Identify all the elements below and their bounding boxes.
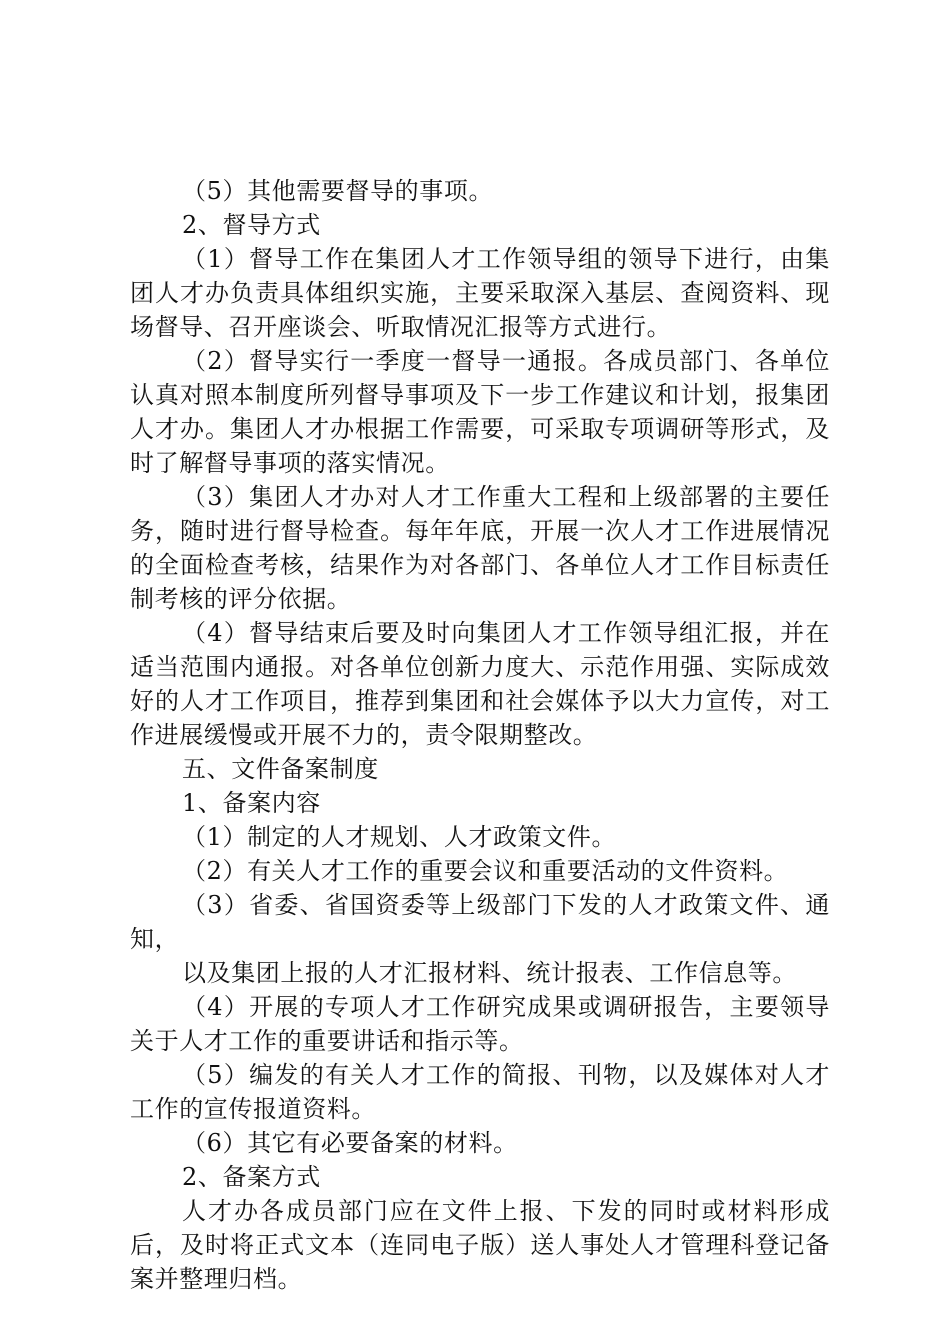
paragraph-filing-item-1: （1）制定的人才规划、人才政策文件。 — [182, 823, 617, 851]
heading-filing-content: 1、备案内容 — [182, 789, 321, 817]
paragraph-method-item-3: （3）集团人才办对人才工作重大工程和上级部署的主要任务，随时进行督导检查。每年年底，开展一次人才工作进展情况的全面检查考核，结果作为对各部门、各单位人才工作目标责任制考核的评分依据。 — [130, 483, 830, 613]
paragraph-filing-item-5: （5）编发的有关人才工作的简报、刊物，以及媒体对人才工作的宣传报道资料。 — [130, 1061, 830, 1123]
paragraph-filing-method-body: 人才办各成员部门应在文件上报、下发的同时或材料形成后，及时将正式文本（连同电子版）送人事处人才管理科登记备案并整理归档。 — [130, 1197, 830, 1293]
paragraph-filing-item-2: （2）有关人才工作的重要会议和重要活动的文件资料。 — [182, 857, 789, 885]
paragraph-filing-item-3-cont: 以及集团上报的人才汇报材料、统计报表、工作信息等。 — [182, 959, 797, 987]
paragraph-method-item-1: （1）督导工作在集团人才工作领导组的领导下进行，由集团人才办负责具体组织实施，主要采取深入基层、查阅资料、现场督导、召开座谈会、听取情况汇报等方式进行。 — [130, 245, 830, 341]
paragraph-filing-item-6: （6）其它有必要备案的材料。 — [182, 1129, 518, 1157]
section-heading-file-filing: 五、文件备案制度 — [182, 755, 379, 783]
paragraph-filing-item-3: （3）省委、省国资委等上级部门下发的人才政策文件、通知， — [130, 891, 830, 953]
paragraph-filing-item-4: （4）开展的专项人才工作研究成果或调研报告，主要领导关于人才工作的重要讲话和指示等。 — [130, 993, 830, 1055]
heading-supervision-method: 2、督导方式 — [182, 211, 321, 239]
paragraph-supervision-item-5: （5）其他需要督导的事项。 — [182, 177, 494, 205]
paragraph-method-item-2: （2）督导实行一季度一督导一通报。各成员部门、各单位认真对照本制度所列督导事项及下一步工作建议和计划，报集团人才办。集团人才办根据工作需要，可采取专项调研等形式，及时了解督导事项的落实情况。 — [130, 347, 830, 477]
paragraph-method-item-4: （4）督导结束后要及时向集团人才工作领导组汇报，并在适当范围内通报。对各单位创新力度大、示范作用强、实际成效好的人才工作项目，推荐到集团和社会媒体予以大力宣传，对工作进展缓慢或开展不力的，责令限期整改。 — [130, 619, 830, 749]
document-body — [130, 174, 830, 1296]
heading-filing-method: 2、备案方式 — [182, 1163, 321, 1191]
